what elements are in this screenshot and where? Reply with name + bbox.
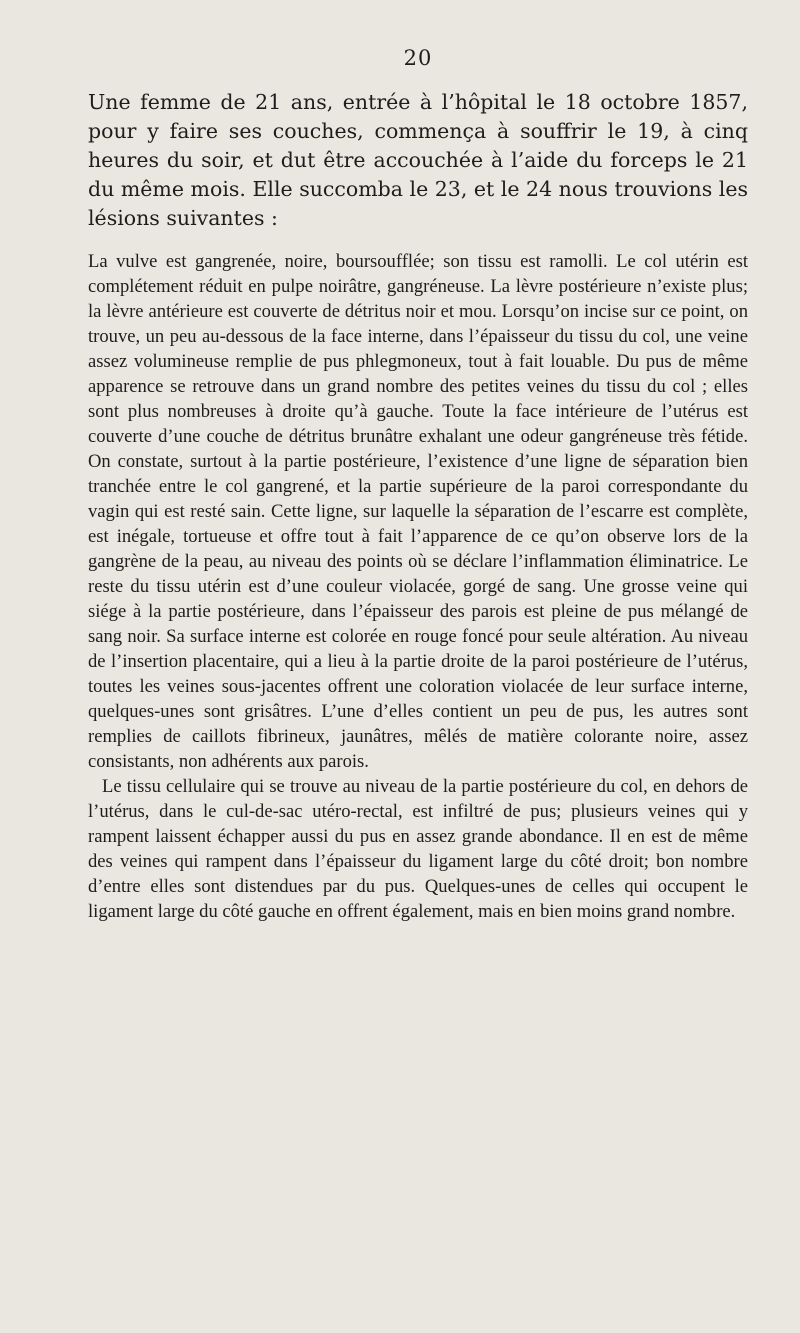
body-paragraph-cellular-tissue: Le tissu cellulaire qui se trouve au niveau de la partie postérieure du col, en dehors de l’utérus, dans le cul-de-sac utéro-rectal, est infiltré de pus; plusieurs veines qui y rampent laissent échapper aussi du pus en assez grande abondance. Il en est de même des veines qui rampent dans l’épaisseur du ligament large du côté droit; bon nombre d’entre elles sont distendues par du pus. Quelques-unes de celles qui occupent le ligament large du côté gauche en offrent également, mais en bien moins grand nombre. — [88, 776, 748, 922]
intro-paragraph: Une femme de 21 ans, entrée à l’hôpital le 18 octobre 1857, pour y faire ses couches, commença à souffrir le 19, à cinq heures du soir, et dut être accouchée à l’aide du forceps le 21 du même mois. Elle succomba le 23, et le 24 nous trouvions les lésions suivantes : — [88, 90, 748, 230]
body-paragraph-lesions: La vulve est gangrenée, noire, boursoufflée; son tissu est ramolli. Le col utérin est complétement réduit en pulpe noirâtre, gangréneuse. La lèvre postérieure n’existe plus; la lèvre antérieure est couverte de détritus noir et mou. Lorsqu’on incise sur ce point, on trouve, un peu au-dessous de la face interne, dans l’épaisseur du tissu du col, une veine assez volumineuse remplie de pus phlegmoneux, tout à fait louable. Du pus de même apparence se retrouve dans un grand nombre des petites veines du tissu du col ; elles sont plus nombreuses à droite qu’à gauche. Toute la face intérieure de l’utérus est couverte d’une couche de détritus brunâtre exhalant une odeur gangréneuse très fétide. On constate, surtout à la partie postérieure, l’existence d’une ligne de séparation bien tranchée entre le col gangrené, et la partie supérieure de la paroi correspondante du vagin qui est resté sain. Cette ligne, sur laquelle la séparation de l’escarre est complète, est inégale, tortueuse et offre tout à fait l’apparence de ce qu’on observe lors de la gangrène de la peau, au niveau des points où se déclare l’inflammation éliminatrice. Le reste du tissu utérin est d’une couleur violacée, gorgé de sang. Une grosse veine qui siége à la partie postérieure, dans l’épaisseur des parois est pleine de pus mélangé de sang noir. Sa surface interne est colorée en rouge foncé pour seule altération. Au niveau de l’insertion placentaire, qui a lieu à la partie droite de la paroi postérieure de l’utérus, toutes les veines sous-jacentes offrent une coloration violacée de leur surface interne, quelques-unes sont grisâtres. L’une d’elles contient un peu de pus, les autres sont remplies de caillots fibrineux, jaunâtres, mêlés de matière colorante noire, assez consistants, non adhérents aux parois. — [88, 251, 748, 772]
page-number: 20 — [403, 46, 433, 70]
